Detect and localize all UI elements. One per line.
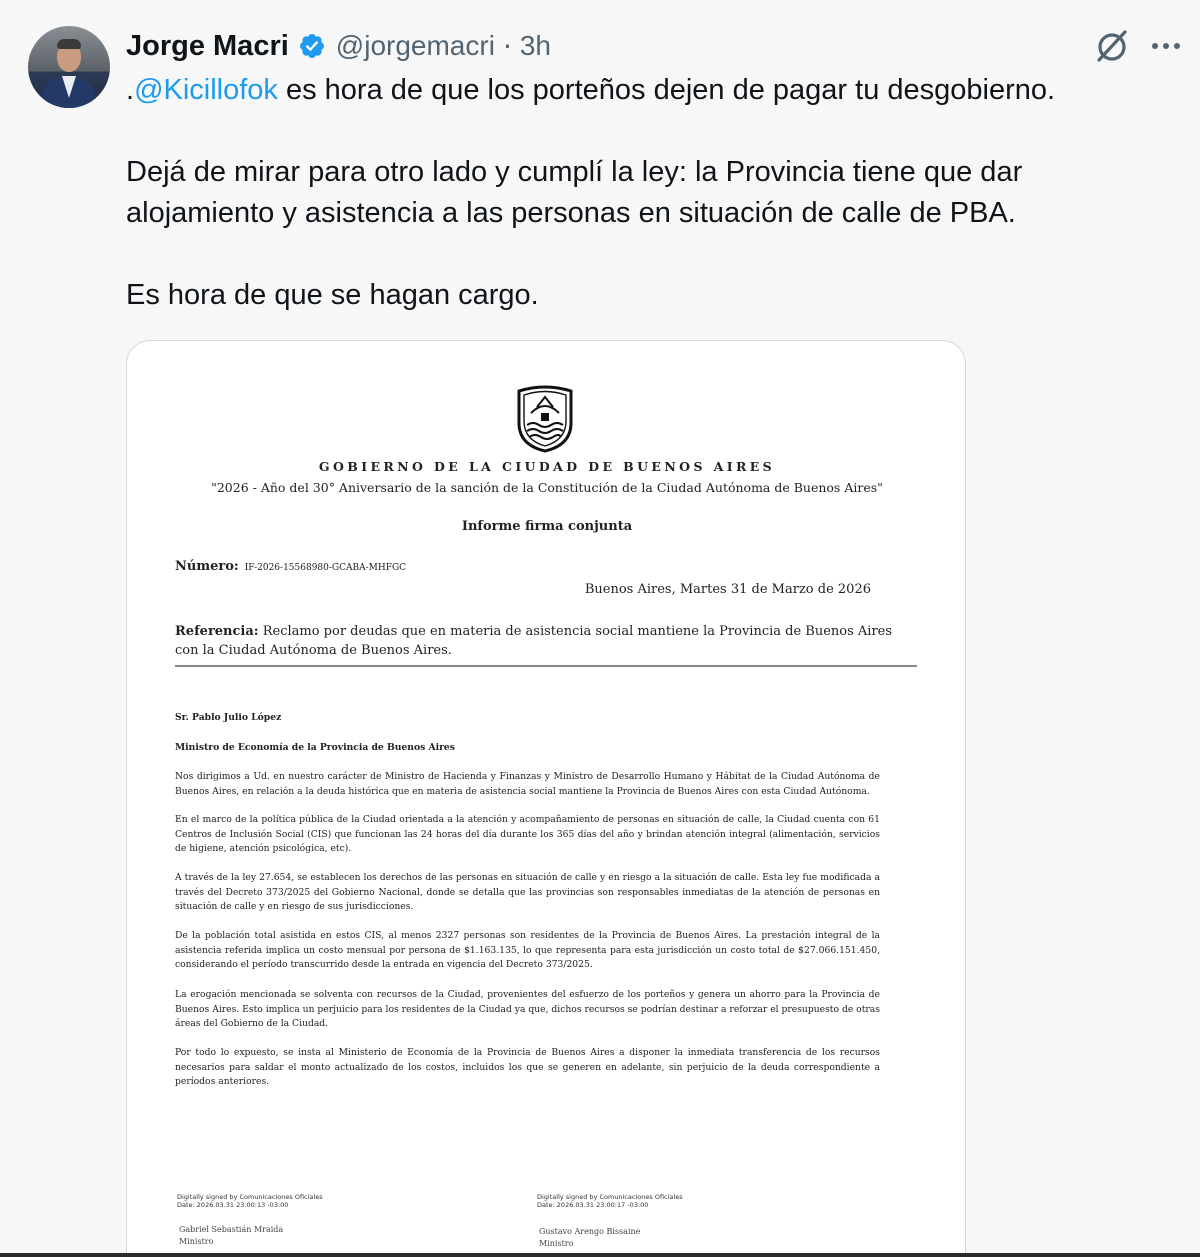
document-image (127, 341, 966, 1257)
tweet-header (126, 28, 551, 64)
grok-icon[interactable] (1094, 28, 1130, 64)
doc-reference (175, 622, 917, 660)
doc-paragraph-2: En el marco de la política pública de la Ciudad orientada a la atención y acompañamiento de personas en situación de calle, la Ciudad cuenta con 61 Centros de Inclusión Social (CIS) que funcionan las 24 horas del día durante los 365 días del año y brindan atención integral (alimentación, servicios de higiene, atención psicológica, etc). (175, 814, 880, 854)
doc-number (175, 559, 406, 574)
doc-signature-2 (537, 1193, 683, 1209)
doc-number-label: Número: (175, 559, 239, 574)
avatar[interactable] (28, 26, 110, 108)
avatar-hair (57, 39, 81, 49)
doc-recipient-role: Ministro de Economía de la Provincia de Buenos Aires (175, 742, 455, 753)
doc-paragraph-4: De la población total asistida en estos CIS, al menos 2327 personas son residentes de la Provincia de Buenos Aires. La prestación integral de la asistencia referida implica un costo mensual por persona de $1.163.135, lo que representa para esta jurisdicción un costo total de $27.066.151.450, considerando el período transcurrido desde la entrada en vigencia del Decreto 373/2025. (175, 930, 880, 970)
city-seal-icon (515, 385, 575, 453)
doc-signature-1 (177, 1193, 323, 1209)
doc-paragraph-5: La erogación mencionada se solventa con recursos de la Ciudad, provenientes del esfuerzo de los porteños y genera un ahorro para la Provincia de Buenos Aires. Esto implica un perjuicio para los residentes de la Ciudad ya que, dichos recursos se podrían destinar a reforzar el presupuesto de otras áreas del Gobierno de la Ciudad. (175, 989, 880, 1029)
tweet-text-line-2: Dejá de mirar para otro lado y cumplí la ley: la Provincia tiene que dar (126, 156, 1023, 188)
sig1-role: Ministro (179, 1237, 214, 1246)
sig2-line1: Digitally signed by Comunicaciones Oficiales (537, 1193, 683, 1201)
tweet-text-line-1 (126, 70, 1186, 111)
tweet-prefix: . (126, 74, 135, 106)
doc-motto: "2026 - Año del 30° Aniversario de la sanción de la Constitución de la Ciudad Autónoma de Buenos Aires" (211, 480, 883, 495)
doc-paragraph-1: Nos dirigimos a Ud. en nuestro carácter de Ministro de Hacienda y Finanzas y Ministro de Desarrollo Humano y Hábitat de la Ciudad Autónoma de Buenos Aires, en relación a la deuda histórica que en materia de asistencia social mantiene la Provincia de Buenos Aires con esta Ciudad Autónoma. (175, 771, 880, 797)
doc-government-header: GOBIERNO DE LA CIUDAD DE BUENOS AIRES (318, 459, 776, 474)
sig2-name: Gustavo Arengo Bissaine (539, 1227, 641, 1236)
doc-recipient: Sr. Pablo Julio López (175, 712, 282, 723)
doc-paragraph-3: A través de la ley 27.654, se establecen los derechos de las personas en situación de calle y en riesgo a la situación de calle. Esta ley fue modificada a través del Decreto 373/2025 del Gobierno Nacional, donde se detalla que las provincias son responsables inmediatas de la atención de personas en situación de calle y en riesgo de sus jurisdicciones. (175, 872, 880, 912)
author-handle[interactable]: @jorgemacri (335, 30, 495, 61)
doc-reference-text: Reclamo por deudas que en materia de asistencia social mantiene la Provincia de Buenos Aires con la Ciudad Autónoma de Buenos Aires. (175, 624, 893, 658)
tweet-text-line-3: alojamiento y asistencia a las personas en situación de calle de PBA. (126, 197, 1016, 229)
separator-dot: · (502, 29, 512, 63)
doc-title: Informe firma conjunta (461, 519, 633, 534)
tweet-time[interactable]: 3h (519, 30, 551, 61)
tweet-text-line-4: Es hora de que se hagan cargo. (126, 279, 539, 311)
tweet-media-image[interactable] (126, 340, 966, 1257)
mention-link[interactable]: @Kicillofok (134, 74, 278, 106)
bottom-edge (0, 1253, 1200, 1257)
sig1-line2: Date: 2026.03.31 23:00:13 -03:00 (177, 1201, 289, 1209)
author-name[interactable]: Jorge Macri (126, 29, 289, 62)
sig2-line2: Date: 2026.03.31 23:00:17 -03:00 (537, 1201, 649, 1209)
sig1-name: Gabriel Sebastián Mraida (179, 1225, 284, 1234)
sig2-role: Ministro (539, 1239, 574, 1248)
doc-reference-label: Referencia: (175, 624, 259, 639)
more-dots-icon[interactable] (1150, 34, 1182, 58)
doc-date: Buenos Aires, Martes 31 de Marzo de 2026 (584, 582, 871, 597)
doc-divider (175, 665, 917, 667)
tweet-line1-rest: es hora de que los porteños dejen de pagar tu desgobierno. (277, 74, 1056, 106)
sig1-line1: Digitally signed by Comunicaciones Oficiales (177, 1193, 323, 1201)
doc-paragraph-6: Por todo lo expuesto, se insta al Ministerio de Economía de la Provincia de Buenos Aires a disponer la inmediata transferencia de los recursos necesarios para saldar el monto actualizado de los costos, incluidos los que se generen en adelante, sin perjuicio de la deuda correspondiente a períodos anteriores. (175, 1047, 880, 1087)
doc-number-value: IF-2026-15568980-GCABA-MHFGC (244, 563, 407, 573)
verified-badge-icon (298, 32, 326, 60)
